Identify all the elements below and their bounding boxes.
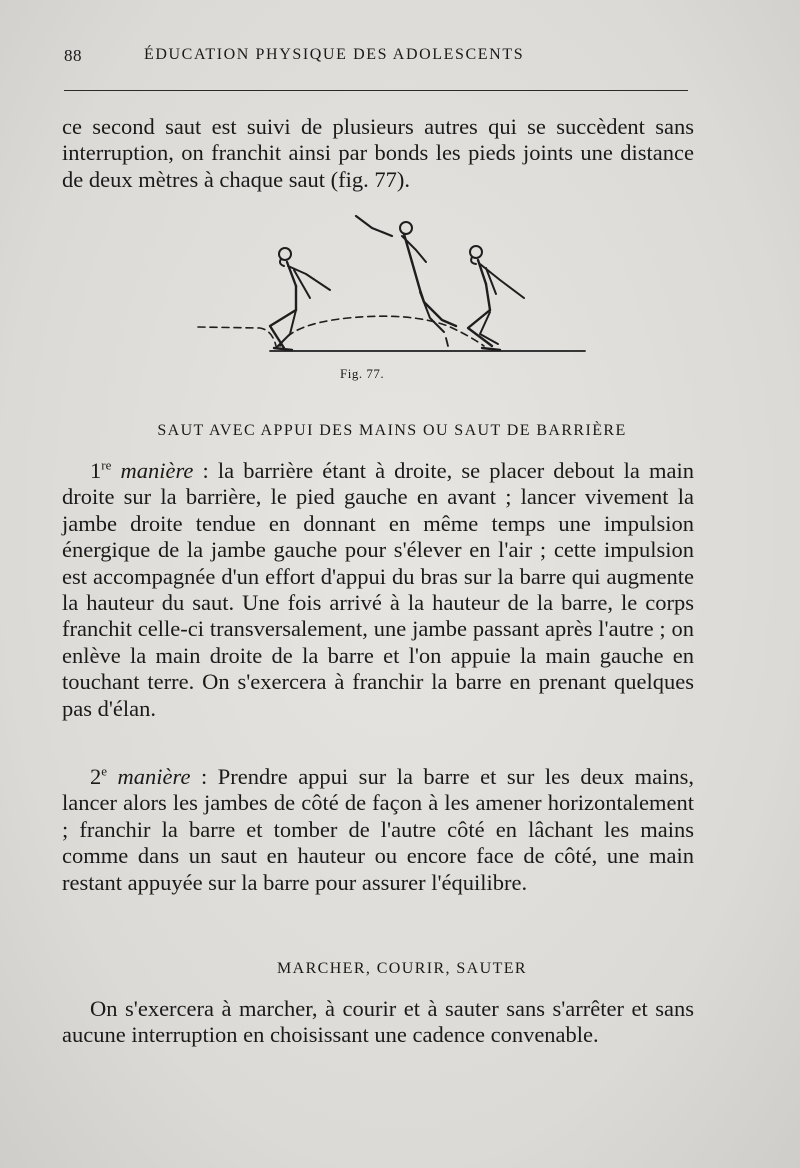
- section-heading-walk-run-jump: MARCHER, COURIR, SAUTER: [276, 960, 527, 977]
- ordinal-number: 2: [90, 764, 102, 789]
- ordinal-second: [90, 764, 107, 789]
- jumping-figures-icon: [180, 200, 600, 360]
- paragraph-walk-run-jump: On s'exercera à marcher, à courir et à sauter sans s'arrêter et sans aucune interruption en choisissant une cadence convenable.: [62, 996, 694, 1048]
- paragraph-body: la barrière étant à droite, se placer debout la main droite sur la barrière, le pied gauche en avant ; lancer vivement la jambe droite tendue en donnant en même temps une impulsion énergique de la jambe gauche pour s'élever en l'air ; cette impulsion est accompagnée d'un effort d'appui du bras sur la barre qui augmente la hauteur du saut. Une fois arrivé à la hauteur de la barre, le corps franchit celle-ci transversalement, une jambe passant après l'autre ; on enlève la main droite de la barre et l'on appuie la main gauche en touchant terre. On s'exercera à franchir la barre en prenant quelques pas d'élan.: [62, 458, 694, 721]
- figure-caption: Fig. 77.: [340, 366, 385, 381]
- ordinal-first: [90, 458, 111, 483]
- paragraph-second-manner: [62, 764, 694, 896]
- ordinal-suffix: re: [101, 457, 112, 473]
- running-header: [64, 46, 694, 74]
- ordinal-number: 1: [90, 458, 102, 483]
- page-number: 88: [64, 46, 82, 65]
- jumping-figures-illustration: [180, 200, 600, 360]
- section-heading-vault: SAUT AVEC APPUI DES MAINS OU SAUT DE BARRIÈRE: [157, 422, 627, 439]
- intro-paragraph: ce second saut est suivi de plusieurs autres qui se succèdent sans interruption, on franchit ainsi par bonds les pieds joints une distance de deux mètres à chaque saut (fig. 77).: [62, 114, 694, 192]
- paragraph-first-manner: [62, 458, 694, 722]
- manner-separator: :: [193, 458, 218, 483]
- ordinal-suffix: e: [101, 763, 108, 779]
- manner-label: manière: [117, 764, 191, 789]
- paragraph-body: Prendre appui sur la barre et sur les deux mains, lancer alors les jambes de côté de façon à les amener horizontalement ; franchir la barre et tomber de l'autre côté en lâchant les mains comme dans un saut en hauteur ou encore face de côté, une main restant appuyée sur la barre pour assurer l'équilibre.: [62, 764, 694, 895]
- running-title: ÉDUCATION PHYSIQUE DES ADOLESCENTS: [144, 46, 525, 63]
- header-rule: [64, 90, 688, 91]
- manner-label: manière: [120, 458, 194, 483]
- manner-separator: :: [190, 764, 218, 789]
